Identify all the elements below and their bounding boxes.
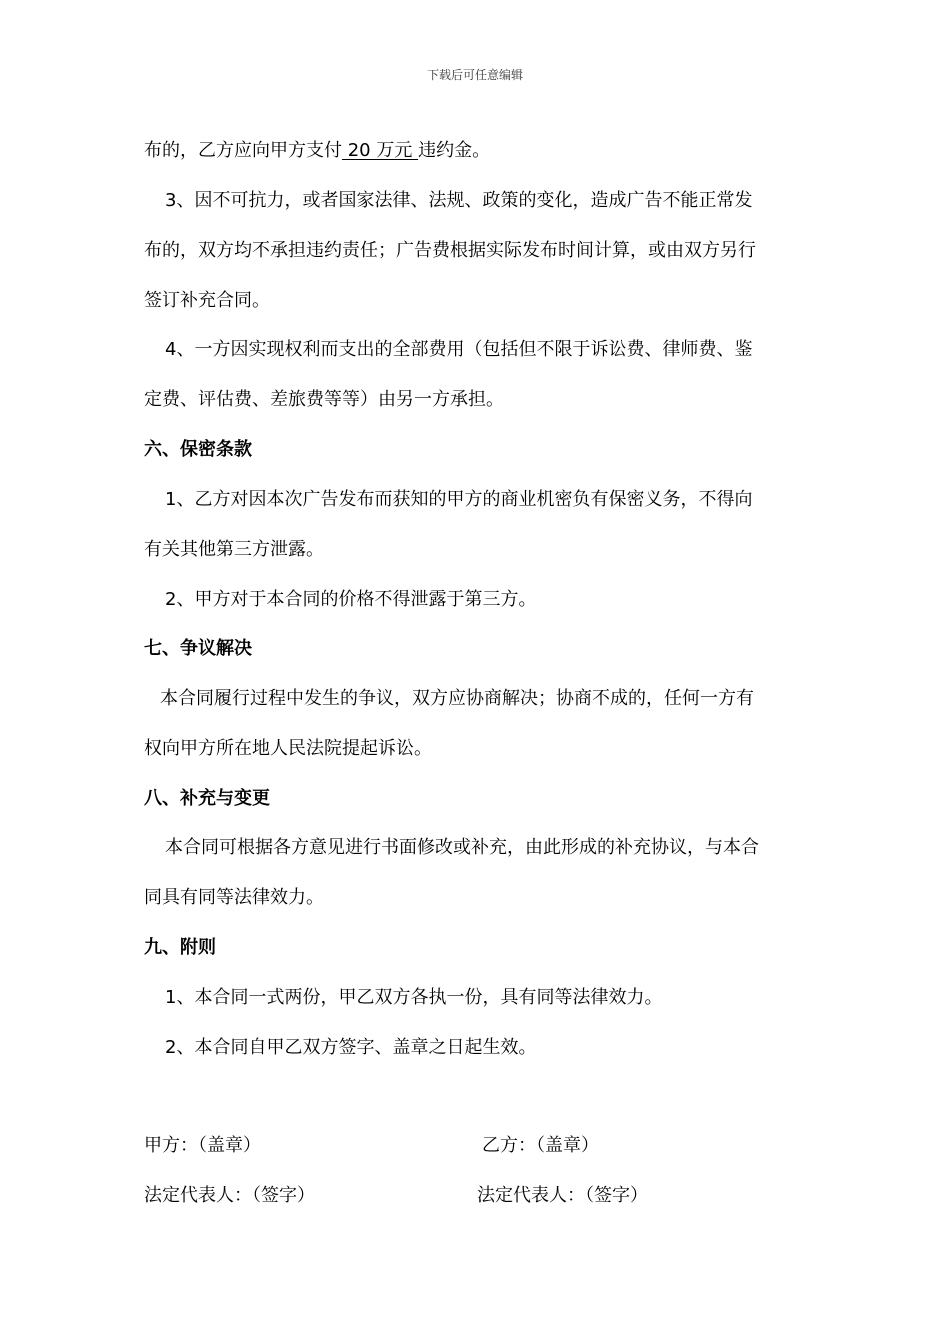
section8-line1: 本合同可根据各方意见进行书面修改或补充，由此形成的补充协议，与本合 bbox=[165, 837, 759, 858]
section6-title: 六、保密条款 bbox=[144, 439, 252, 460]
item3-line3: 签订补充合同。 bbox=[144, 290, 270, 311]
section7-title: 七、争议解决 bbox=[144, 638, 252, 659]
item4-line1: 4、一方因实现权利而支出的全部费用（包括但不限于诉讼费、律师费、鉴 bbox=[165, 339, 753, 360]
section6-item2: 2、甲方对于本合同的价格不得泄露于第三方。 bbox=[165, 589, 537, 610]
section9-item2: 2、本合同自甲乙双方签字、盖章之日起生效。 bbox=[165, 1037, 537, 1058]
section9-title: 九、附则 bbox=[144, 937, 216, 958]
item3-line1: 3、因不可抗力，或者国家法律、法规、政策的变化，造成广告不能正常发 bbox=[165, 190, 753, 211]
penalty-line bbox=[144, 139, 490, 163]
section8-title: 八、补充与变更 bbox=[144, 788, 270, 809]
section7-line2: 权向甲方所在地人民法院提起诉讼。 bbox=[144, 738, 432, 759]
party-a-representative: 法定代表人：（签字） bbox=[144, 1185, 315, 1206]
section7-line1: 本合同履行过程中发生的争议，双方应协商解决；协商不成的，任何一方有 bbox=[160, 688, 754, 709]
penalty-text-pre: 布的，乙方应向甲方支付 bbox=[144, 140, 342, 161]
penalty-text-post: 违约金。 bbox=[418, 140, 491, 161]
page-header: 下载后可任意编辑 bbox=[426, 68, 523, 82]
penalty-amount: 20 万元 bbox=[342, 140, 419, 161]
section6-item1-line2: 有关其他第三方泄露。 bbox=[144, 539, 324, 560]
section8-line2: 同具有同等法律效力。 bbox=[144, 887, 324, 908]
party-b-representative-line bbox=[477, 1184, 648, 1208]
item3-line2: 布的，双方均不承担违约责任；广告费根据实际发布时间计算，或由双方另行 bbox=[144, 240, 756, 261]
section6-item1-line1: 1、乙方对因本次广告发布而获知的甲方的商业机密负有保密义务，不得向 bbox=[165, 489, 753, 510]
party-b-representative: 法定代表人：（签字） bbox=[477, 1185, 648, 1206]
section9-item1: 1、本合同一式两份，甲乙双方各执一份，具有同等法律效力。 bbox=[165, 987, 663, 1008]
item4-line2: 定费、评估费、差旅费等等）由另一方承担。 bbox=[144, 389, 504, 410]
party-b-seal: 乙方：（盖章） bbox=[482, 1135, 599, 1156]
party-a-seal: 甲方：（盖章） bbox=[144, 1135, 261, 1156]
